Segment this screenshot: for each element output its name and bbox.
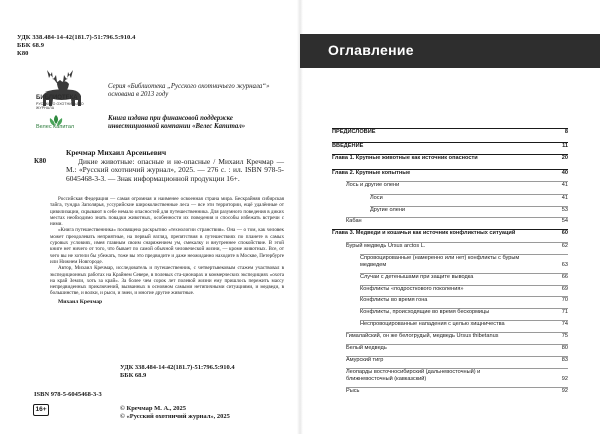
toc-entry[interactable] (360, 273, 568, 281)
toc-entry-label: Кабан (346, 218, 362, 224)
bottom-codes (120, 364, 235, 379)
toc-entry[interactable] (360, 254, 568, 269)
toc-entry[interactable] (360, 308, 568, 316)
author-name: Кречмар Михаил Арсеньевич (66, 148, 167, 157)
toc-entry[interactable] (346, 242, 568, 250)
moose-logo-icon (33, 60, 93, 120)
k80-side: К80 (34, 157, 47, 165)
toc-entry-page: 66 (561, 274, 568, 280)
toc-entry-label: Глава 2. Крупные копытные (332, 170, 411, 176)
toc-entry-page: 80 (561, 345, 568, 351)
toc-entry-page: 71 (561, 309, 568, 315)
toc-entry-page: 69 (561, 286, 568, 292)
toc-entry[interactable] (346, 181, 568, 189)
toc-entry-label: Бурый медведь Ursus arctos L. (346, 243, 426, 249)
toc-entry-label: Спровоцированные (намеренно или нет) конфликты с бурым медведем (360, 255, 520, 268)
toc-entry-page: 11 (562, 143, 568, 149)
toc-entry-page: 54 (561, 218, 568, 224)
toc-entry-label: Случаи с детенышами при защите выводка (360, 274, 474, 280)
toc-entry[interactable] (332, 229, 568, 237)
logo-title: БИБЛИОТЕКА (36, 95, 78, 101)
toc-entry-label: Рысь (346, 388, 360, 394)
toc-entry-page: 20 (561, 155, 568, 161)
toc-entry-label: Гималайский, он же белогрудый, медведь Ursus thibetanus (346, 333, 499, 339)
toc-entry-page: 8 (564, 129, 568, 135)
toc-entry-label: Конфликты, происходящие во время бескормицы (360, 309, 490, 315)
toc-header-bar (300, 34, 600, 68)
copyright-publisher: © «Русский охотничий журнал», 2025 (120, 413, 230, 420)
toc-entry[interactable] (346, 368, 568, 383)
toc-entry-page: 63 (561, 262, 568, 268)
bbk-bottom: ББК 68.9 (120, 371, 147, 379)
toc-entry-page: 75 (561, 333, 568, 339)
toc-entry[interactable] (332, 154, 568, 162)
toc-entry-label: Белый медведь (346, 345, 387, 351)
toc-entry-label: Амурский тигр (346, 357, 384, 363)
toc-entry-page: 41 (561, 182, 568, 188)
toc-entry[interactable] (360, 296, 568, 304)
toc-entry-label: Другие олени (370, 207, 406, 213)
toc-entry-page: 83 (561, 357, 568, 363)
toc-entry-page: 62 (561, 243, 568, 249)
toc-entry[interactable] (346, 387, 568, 395)
toc-entry[interactable] (332, 128, 568, 136)
annotation-paragraph: Автор, Михаил Кречмар, исследователь и путешественник, с четвертьвековым стажем участвовал в экспедиционных работах на Крайнем Севере, в полевых ста-ционарах и коммерческих экспедициях «охота на край Земли, хоть за край». За более чем сорок лет полевой жизни ему пришлось пережить массу непредвиденных приключений, вызванных в основном самыми нетипичными ситуациями, и медведи, в большинстве, и волки, и рыси, и змеи, и многие другие животные. (50, 265, 284, 297)
toc-entry-label: Конфликты «подросткового поколения» (360, 286, 464, 292)
series-note: Серия «Библиотека „Русского охотничьего журнала“» основана в 2013 году (108, 83, 270, 98)
toc-entry[interactable] (332, 169, 568, 177)
toc-entry-label: Неспровоцированные нападения с целью хищничества (360, 321, 505, 327)
toc-entry-label: Лоси (370, 195, 383, 201)
annotation-paragraph: Российская Федерация — самая огромная и наименее освоенная страна мира. Бескрайняя сибирская тайга, тундра Заполярья, уссурийские широколиственные леса — все эти территории, ещё удалённые от цивилизации, скрывают в себе немало опасностей для путешественника. Для разумного поведения в диких местах необходимо знать повадки животных, особенности их поведения и способы избежать встречи с ними. (50, 196, 284, 228)
toc-entry-page: 41 (561, 195, 568, 201)
sponsor-name: Велес Капитал (36, 124, 75, 130)
toc-entry[interactable] (370, 206, 568, 214)
toc-entry-label: Глава 1. Крупные животные как источник опасности (332, 155, 478, 161)
bibliographic-record (66, 149, 284, 183)
udk-bottom: УДК 338.484-14-42(181.7)-51:796.5:910.4 (120, 364, 235, 371)
annotation-paragraph: «Книга путешественника» посвящена раскрытию «технологии странствия». Она — о том, как человек может преодолевать неприятные, на первый взгляд, препятствия в путешествиях по планете в самых суровых условиях, имея главным своим снаряжением ум, смекалку и внутреннее спокойствие. В этой книге нет ничего от того, что бывает по самой обычной человеческой жизни, — кроме животных. Все, от чего вы не хотели бы убежать, тоже вы это предвидите и даже неожиданно находите в Москве, Петербурге или Нижнем Новгороде. (50, 227, 284, 265)
k80-top: К80 (17, 50, 29, 57)
isbn: ISBN 978-5-6045468-3-3 (34, 391, 102, 398)
toc-title: Оглавление (328, 42, 414, 58)
toc-entry[interactable] (346, 344, 568, 352)
udk-top: УДК 338.484-14-42(181.7)-51:796.5:910.4 (17, 34, 136, 41)
toc-entry-label: ВВЕДЕНИЕ (332, 143, 364, 149)
support-note: Книга издана при финансовой поддержке инвестиционной компании «Велес Капитал» (108, 115, 246, 130)
toc-entry-page: 92 (561, 388, 568, 394)
toc-entry-label: Глава 3. Медведи и кошачьи как источник конфликтных ситуаций (332, 230, 516, 236)
toc-entry-page: 70 (561, 297, 568, 303)
annotation-signature: Михаил Кречмар (58, 298, 103, 305)
toc-entry-page: 74 (561, 321, 568, 327)
age-rating-badge: 16+ (33, 404, 49, 416)
toc-entry-page: 60 (561, 230, 568, 236)
toc-entry[interactable] (332, 142, 568, 150)
toc-entry[interactable] (346, 217, 568, 225)
toc-entry-label: Лось и другие олени (346, 182, 400, 188)
bbk-top: ББК 68.9 (17, 42, 45, 49)
toc-entry[interactable] (346, 356, 568, 364)
toc-entry-page: 92 (561, 376, 568, 382)
annotation (50, 196, 284, 305)
toc-entry[interactable] (346, 332, 568, 340)
toc-entry-label: Конфликты во время гона (360, 297, 428, 303)
toc-entry-label: ПРЕДИСЛОВИЕ (332, 129, 376, 135)
toc-entry-label: Леопарды восточносибирский (дальневосточный) и ближневосточный (кавказский) (346, 369, 481, 382)
logo-subtitle: РУССКОГО ОХОТНИЧЬЕГО ЖУРНАЛА (36, 102, 84, 110)
toc-entry[interactable] (360, 285, 568, 293)
toc-entry[interactable] (360, 320, 568, 328)
library-logo-text (36, 95, 92, 110)
toc-entry-page: 40 (561, 170, 568, 176)
biblio-description: Дикие животные: опасные и не-опасные / Михаил Кречмар — М.: «Русский охотничий журнал», 2025. — 276 с. : ил. ISBN 978-5-6045468-3-3. — Знак информационной продукции 16+. (66, 156, 284, 183)
copyright (120, 405, 230, 421)
toc-entry[interactable] (370, 194, 568, 202)
copyright-author: © Кречмар М. А., 2025 (120, 405, 187, 412)
toc-entry-page: 53 (561, 207, 568, 213)
